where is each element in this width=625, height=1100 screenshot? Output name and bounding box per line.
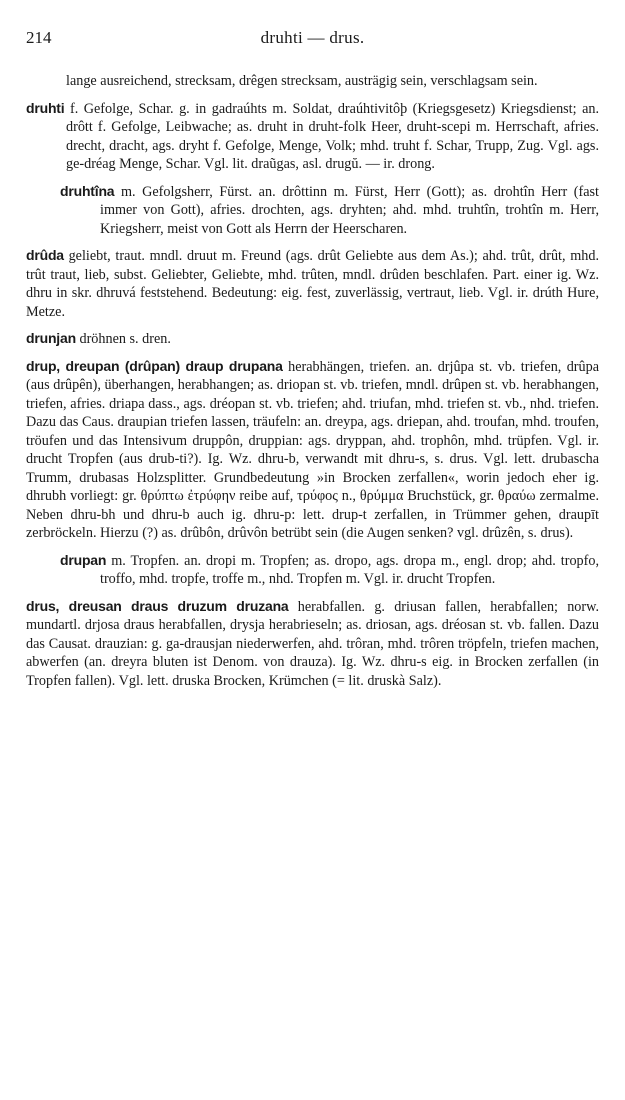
entry-drus <box>26 597 599 691</box>
entry-text: herabfallen. g. driusan fallen, herabfallen; norw. mundartl. drjosa draus herabfallen, drysja herabrieseln; as. driosan, ags. dréosan st. vb. fallen. Dazu das Causat. drauzian: g. ga-drausjan niederwerfen, ahd. trôran, mhd. trôren tröpfeln, triefen machen, abwerfen (an. dreyra bluten ist Denom. von drauza). Ig. Wz. dhru-s eig. in Brocken zerfallen (in Tropfen fallen). Vgl. lett. druska Brocken, Krümchen (= lit. druskà Salz). <box>26 598 599 689</box>
entry-headword: druhti <box>26 99 65 116</box>
entry-text: dröhnen s. dren. <box>79 331 171 347</box>
entry-text: lange ausreichend, strecksam, drêgen strecksam, austrägig sein, verschlagsam sein. <box>66 73 538 89</box>
running-title: druhti — drus. <box>260 28 365 47</box>
entry-headword: drûda <box>26 247 64 263</box>
entry-headword: drus, dreusan draus druzum druzana <box>26 597 289 614</box>
page-number: 214 <box>26 28 52 47</box>
entry-druda <box>26 246 599 321</box>
entry-headword: druhtîna <box>60 182 115 199</box>
entry-headword: drupan <box>60 551 107 568</box>
entry-druhti <box>26 99 599 174</box>
entry-druhtina <box>60 182 599 239</box>
dictionary-content <box>0 72 625 698</box>
entry-text: herabhängen, triefen. an. drjûpa st. vb. triefen, drûpa (aus drûpên), überhangen, herabhangen; as. driopan st. vb. triefen, mndl. drûpen st. vb. herabhangen, triefen, afries. driapa dass., ags. dréopan st. vb. triefen; ahd. triufan, mhd. triefen st. vb., nhd. triefen. Dazu das Caus. draupian triefen lassen, träufeln: an. dreypa, ags. driepan, ahd. troufan, mhd. troufen, tröufen und das Intensivum druppôn, druppian: ags. dryppan, ahd. trophôn, mhd. trüpfen. Vgl. ir. drucht Tropfen (aus drub-ti?). Ig. Wz. dhru-b, verwandt mit dhru-s, s. drus. Vgl. lett. drubascha Trumm, drubasas Holzsplitter. Grundbedeutung »in Brocken zerfallen«, worin jedoch eher ig. dhrubh vorliegt: gr. θρύπτω ἐτρύφην reibe auf, τρύφος n., θρύμμα Bruchstück, gr. θραύω zermalme. Neben dhru-bh und dhru-b auch ig. dhru-p: lett. drup-t zerfallen, in Trümmer gehen, draupīt zerbröckeln. Hierzu (?) as. drûbôn, drûvôn betrübt sein (die Augen senken? vgl. drûzên, s. drus). <box>26 358 600 541</box>
entry-drunjan <box>26 329 599 349</box>
entry-text: geliebt, traut. mndl. druut m. Freund (ags. drût Geliebte aus dem As.); ahd. trût, drût, mhd. trût traut, lieb, subst. Geliebter, Geliebte, mhd. trûten, mndl. drûden beschlafen. Part. einer ig. Wz. dhru in skr. dhruvá feststehend. Bedeutung: eig. fest, zuverlässig, vertraut, lieb. Vgl. ir. drúth Hure, Metze. <box>26 248 600 320</box>
entry-text: m. Gefolgsherr, Fürst. an. drôttinn m. Fürst, Herr (Gott); as. drohtîn Herr (fast immer von Gott), afries. drochten, ags. dryhten; ahd. mhd. truhtîn, trohtîn m. Herr, Kriegsherr, meist von Gott als Herrn der Heerscharen. <box>100 183 600 237</box>
entry-drupan <box>60 551 599 589</box>
entry-text: f. Gefolge, Schar. g. in gadraúhts m. Soldat, draúhtivitôþ (Kriegsgesetz) Kriegsdienst; an. drôtt f. Gefolge, Leibwache; as. druht in druht-folk Heer, druht-scepi m. Herrschaft, afries. drecht, dracht, ags. dryht f. Gefolge, Menge, Volk; mhd. truht f. Schar, Trupp, Zug. Vgl. ags. ge-dréag Menge, Schar. Vgl. lit. draũgas, asl. drugŭ. — ir. drong. <box>66 100 600 172</box>
entry-continuation <box>66 72 599 91</box>
entry-text: m. Tropfen. an. dropi m. Tropfen; as. dropo, ags. dropa m., engl. drop; ahd. tropfo, troffo, mhd. tropfe, troffe m., nhd. Tropfen m. Vgl. ir. drucht Tropfen. <box>100 552 599 587</box>
entry-headword: drup, dreupan (drûpan) draup drupana <box>26 357 283 374</box>
entry-headword: drunjan <box>26 330 76 346</box>
entry-drup <box>26 357 599 543</box>
page-header <box>0 28 625 52</box>
